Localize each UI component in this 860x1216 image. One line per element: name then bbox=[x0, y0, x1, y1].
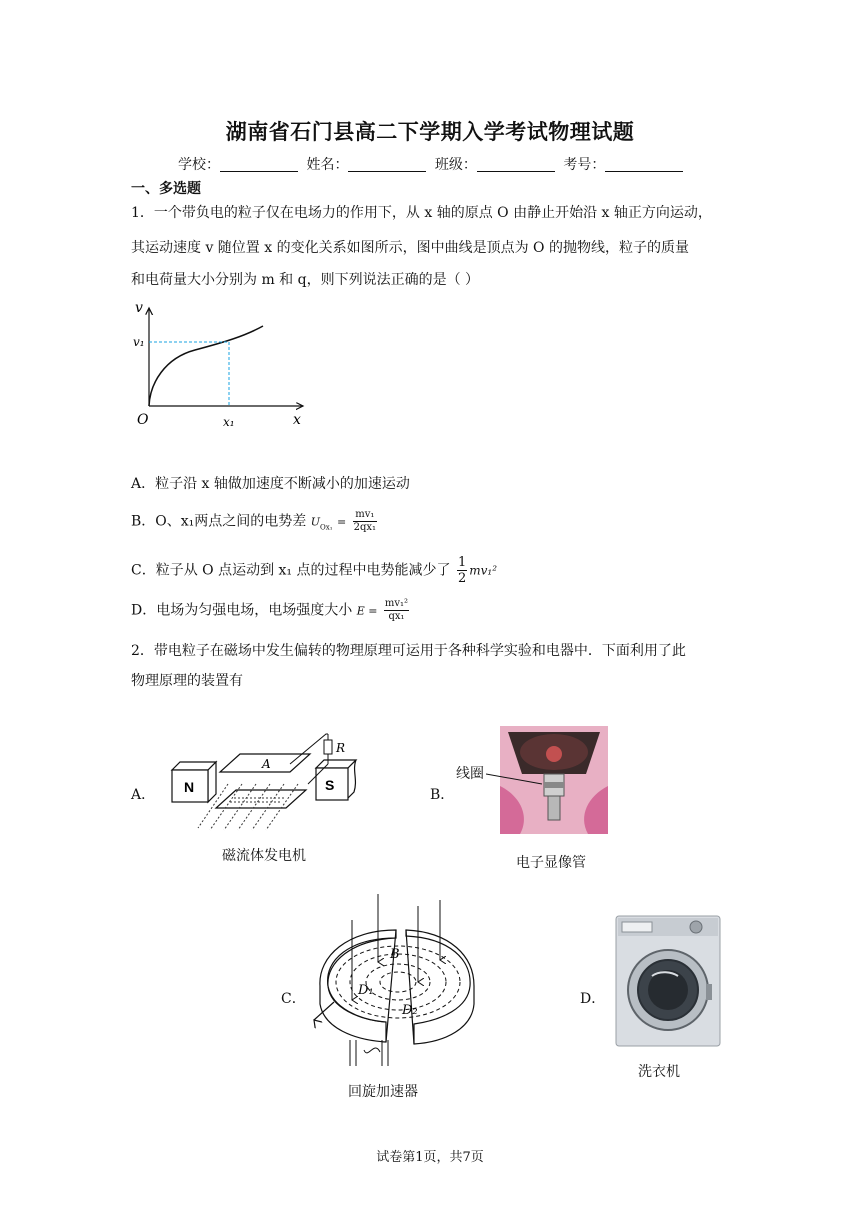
q2-option-d-caption: 洗衣机 bbox=[638, 1064, 680, 1080]
field-b-label: B bbox=[390, 947, 400, 962]
x1-label: x₁ bbox=[223, 415, 235, 429]
d2-label: D₂ bbox=[402, 1003, 418, 1018]
page-footer: 试卷第1页，共7页 bbox=[376, 1150, 484, 1165]
section-heading: 一、多选题 bbox=[131, 181, 201, 197]
q2-line-1: 2．带电粒子在磁场中发生偏转的物理原理可运用于各种科学实验和电器中．下面利用了此 bbox=[131, 643, 686, 659]
q1-option-b-text: B．O、x₁两点之间的电势差 bbox=[131, 513, 307, 530]
q1-option-c-fraction bbox=[457, 555, 467, 586]
mhd-generator-diagram bbox=[158, 724, 374, 838]
q1-option-c-num: 1 bbox=[457, 555, 467, 570]
q1-option-d bbox=[131, 598, 411, 623]
q1-velocity-graph bbox=[125, 298, 315, 430]
q1-option-b: B．O、x₁两点之间的电势差 $U_{Ox_1}$ = $\frac{\text{mv₁}}{\text{2qx₁}}$ bbox=[131, 509, 377, 533]
q1-option-b-fraction bbox=[353, 509, 377, 534]
q2-option-a-caption: 磁流体发电机 bbox=[222, 848, 306, 864]
q1-line-3: 和电荷量大小分别为 m 和 q，则下列说法正确的是（ ） bbox=[131, 272, 480, 288]
q1-option-c-den: 2 bbox=[457, 571, 467, 586]
class-blank bbox=[477, 157, 555, 172]
v1-label: v₁ bbox=[133, 335, 145, 349]
q2-option-b-caption: 电子显像管 bbox=[516, 855, 586, 871]
q1-option-b-u: U bbox=[310, 515, 321, 529]
q1-option-a: A．粒子沿 x 轴做加速度不断减小的加速运动 bbox=[131, 476, 410, 492]
magnet-s-label: S bbox=[325, 777, 335, 793]
washing-machine-photo bbox=[614, 914, 722, 1048]
school-label: 学校： bbox=[178, 157, 220, 173]
q1-line-2: 其运动速度 v 随位置 x 的变化关系如图所示，图中曲线是顶点为 O 的抛物线，粒子的质量 bbox=[131, 240, 689, 256]
q1-option-c-text: C．粒子从 O 点运动到 x₁ 点的过程中电势能减少了 bbox=[131, 562, 451, 579]
q2-option-c-caption: 回旋加速器 bbox=[348, 1084, 418, 1100]
q1-option-c-post: mv₁² bbox=[469, 563, 498, 578]
origin-label: O bbox=[137, 412, 149, 428]
school-blank bbox=[220, 157, 298, 172]
plate-a-label: A bbox=[262, 757, 271, 771]
parabola-curve bbox=[149, 326, 263, 406]
q1-option-c bbox=[131, 555, 497, 586]
coil-label: 线圈 bbox=[456, 766, 484, 782]
q1-option-d-e: E = bbox=[356, 604, 378, 618]
exam-no-blank bbox=[605, 157, 683, 172]
resistor-r-label: R bbox=[336, 741, 346, 755]
q1-option-d-text: D．电场为匀强电场，电场强度大小 bbox=[131, 602, 353, 619]
page-title: 湖南省石门县高二下学期入学考试物理试题 bbox=[225, 120, 635, 144]
q2-option-d-letter: D． bbox=[580, 991, 606, 1007]
exam-no-label: 考号： bbox=[563, 157, 606, 173]
q1-option-d-num: mv₁² bbox=[384, 598, 409, 609]
q1-option-d-den: qx₁ bbox=[388, 611, 405, 622]
cyclotron-diagram bbox=[310, 890, 476, 1076]
q2-line-2: 物理原理的装置有 bbox=[131, 673, 243, 689]
magnet-n-label: N bbox=[184, 779, 195, 795]
q1-option-b-den: 2qx₁ bbox=[353, 522, 377, 533]
coil-pointer-line bbox=[486, 770, 546, 790]
d1-label: D₁ bbox=[358, 983, 374, 998]
student-info-line bbox=[178, 154, 687, 174]
class-label: 班级： bbox=[434, 157, 477, 173]
y-axis-label: v bbox=[135, 300, 143, 316]
q1-option-d-fraction bbox=[384, 598, 409, 623]
q1-line-1: 1．一个带负电的粒子仅在电场力的作用下，从 x 轴的原点 O 由静止开始沿 x 轴正方向运动， bbox=[131, 205, 712, 221]
q2-option-a-letter: A． bbox=[131, 787, 156, 803]
q1-option-b-num: mv₁ bbox=[353, 509, 377, 522]
q2-option-b-letter: B． bbox=[430, 787, 455, 803]
q2-option-c-letter: C． bbox=[281, 991, 306, 1007]
q1-option-b-sub: Ox₁ bbox=[320, 523, 333, 532]
name-label: 姓名： bbox=[306, 157, 349, 173]
x-axis-label: x bbox=[293, 412, 301, 428]
name-blank bbox=[348, 157, 426, 172]
